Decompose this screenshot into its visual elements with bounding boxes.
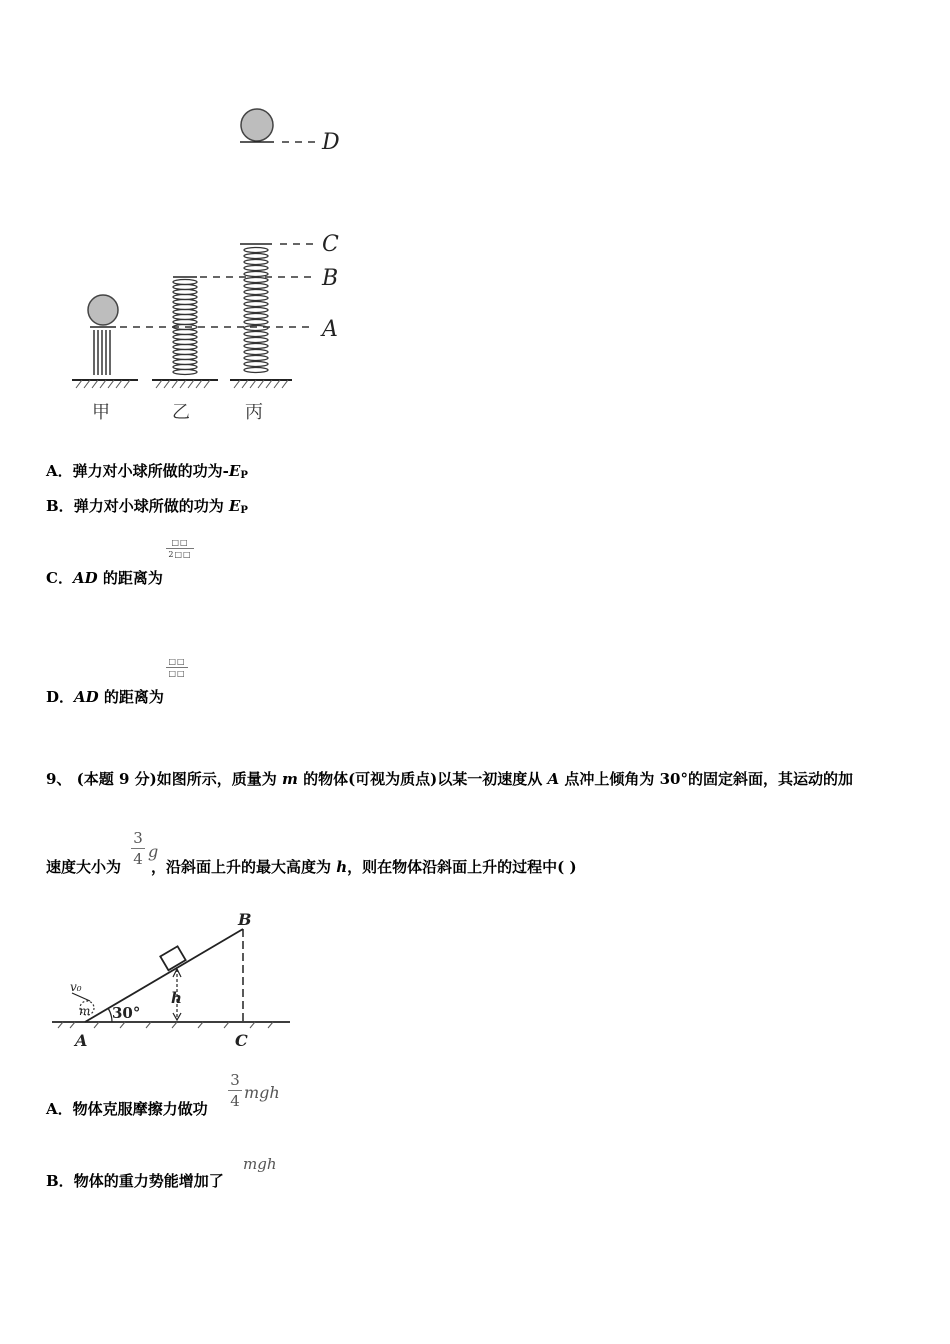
fig2-label-A: A	[75, 1031, 88, 1050]
label-B: B	[322, 266, 339, 291]
q9-option-a-fraction: 3 4	[228, 1071, 242, 1110]
q8-option-d-fraction: □□ □□	[166, 657, 188, 678]
q9-option-a-expr: mgh	[244, 1083, 280, 1102]
q8-option-c[interactable]: C．AD 的距离为	[46, 569, 163, 587]
fig2-label-angle: 30°	[112, 1004, 141, 1022]
caption-bing: 丙	[245, 402, 263, 423]
fig2-label-v0: v₀	[70, 980, 82, 994]
ball-top	[241, 109, 273, 141]
q9-option-b[interactable]: B．物体的重力势能增加了	[46, 1172, 224, 1190]
q9-option-b-expr: mgh	[243, 1155, 277, 1173]
q8-option-c-fraction: □□ 2□□	[166, 538, 194, 559]
q9-stem-line2: 速度大小为 ，沿斜面上升的最大高度为 h，则在物体沿斜面上升的过程中( )	[46, 858, 577, 876]
q8-option-a[interactable]: A．弹力对小球所做的功为$-E_P$	[46, 462, 248, 481]
spring-ball-figure	[60, 100, 370, 430]
ball-jia	[88, 295, 118, 325]
label-D: D	[322, 130, 340, 155]
accel-fraction: 3 4	[131, 829, 145, 868]
q9-option-a[interactable]: A．物体克服摩擦力做功	[46, 1100, 208, 1118]
fig2-label-B: B	[238, 910, 252, 929]
fig2-label-h: h	[171, 989, 182, 1007]
incline-figure	[50, 905, 295, 1055]
q8-option-d[interactable]: D．AD 的距离为	[46, 688, 164, 706]
fig2-label-m: m	[79, 1004, 91, 1018]
accel-g: g	[148, 842, 159, 861]
caption-yi: 乙	[172, 402, 190, 423]
q8-option-b[interactable]: B．弹力对小球所做的功为 $E_P$	[46, 497, 248, 516]
caption-jia: 甲	[92, 402, 110, 423]
label-A: A	[322, 317, 338, 342]
label-C: C	[322, 232, 339, 257]
fig2-label-C: C	[235, 1031, 248, 1050]
q9-stem-line1: 9、 (本题 9 分)如图所示，质量为 m 的物体(可视为质点)以某一初速度从 A 点冲上倾角为 30°的固定斜面，其运动的加	[46, 770, 853, 788]
